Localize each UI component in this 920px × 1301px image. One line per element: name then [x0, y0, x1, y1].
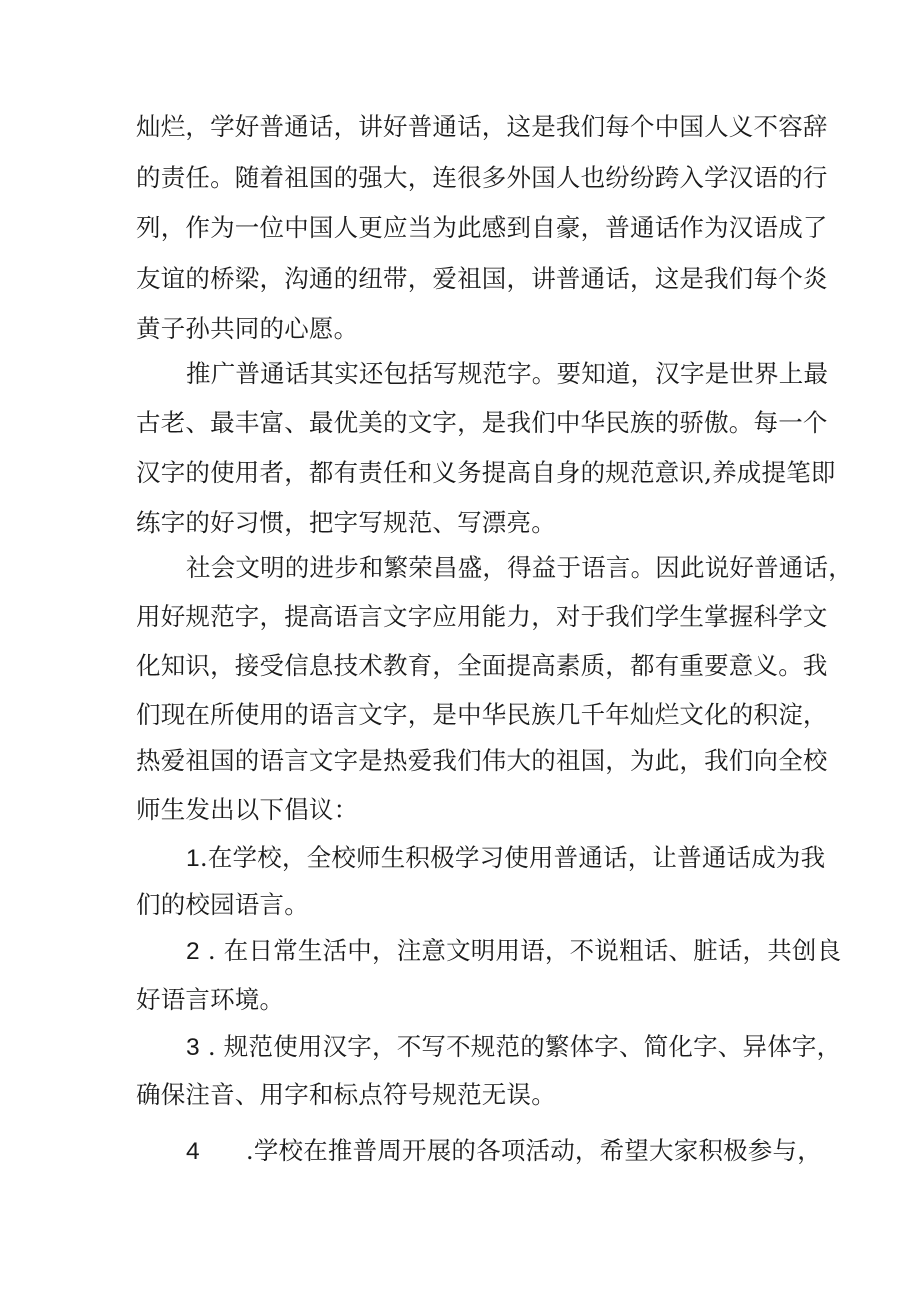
paragraph-3-line-5: 热爱祖国的语言文字是热爱我们伟大的祖国，为此，我们向全校 [136, 746, 828, 775]
item-4-text: .学校在推普周开展的各项活动，希望大家积极参与， [245, 1136, 822, 1165]
item-3-text: . 规范使用汉字，不写不规范的繁体字、简化字、异体字， [199, 1032, 842, 1061]
paragraph-2-line-1: 推广普通话其实还包括写规范字。要知道，汉字是世界上最 [186, 359, 829, 388]
item-2-text: . 在日常生活中，注意文明用语，不说粗话、脏话，共创良 [199, 936, 842, 965]
paragraph-2-line-2: 古老、最丰富、最优美的文字，是我们中华民族的骄傲。每一个 [136, 408, 828, 437]
paragraph-1-line-5: 黄子孙共同的心愿。 [136, 314, 359, 343]
item-2-line-1 [186, 936, 841, 967]
paragraph-1-line-1: 灿烂，学好普通话，讲好普通话，这是我们每个中国人义不容辞 [136, 112, 828, 141]
paragraph-1-line-4: 友谊的桥梁，沟通的纽带，爱祖国，讲普通话，这是我们每个炎 [136, 264, 828, 293]
paragraph-3-line-2: 用好规范字，提高语言文字应用能力，对于我们学生掌握科学文 [136, 602, 828, 631]
paragraph-3-line-6: 师生发出以下倡议： [136, 795, 359, 824]
item-2-line-2: 好语言环境。 [136, 985, 285, 1014]
paragraph-3-line-4: 们现在所使用的语言文字，是中华民族几千年灿烂文化的积淀， [136, 700, 828, 729]
item-1-number: 1 [186, 845, 200, 872]
paragraph-1-line-3: 列，作为一位中国人更应当为此感到自豪，普通话作为汉语成了 [136, 213, 828, 242]
item-1-line-2: 们的校园语言。 [136, 890, 309, 919]
item-4-line-1 [186, 1136, 822, 1167]
item-3-line-2: 确保注音、用字和标点符号规范无误。 [136, 1080, 556, 1109]
item-3-number: 3 [186, 1034, 200, 1061]
paragraph-2-line-3: 汉字的使用者，都有责任和义务提高自身的规范意识,养成提笔即 [136, 458, 836, 487]
item-1-text: .在学校，全校师生积极学习使用普通话，让普通话成为我 [199, 843, 826, 872]
item-3-line-1 [186, 1032, 841, 1063]
paragraph-1-line-2: 的责任。随着祖国的强大，连很多外国人也纷纷跨入学汉语的行 [136, 163, 828, 192]
item-1-line-1 [186, 843, 825, 874]
paragraph-3-line-3: 化知识，接受信息技术教育，全面提高素质，都有重要意义。我 [136, 651, 828, 680]
paragraph-3-line-1: 社会文明的进步和繁荣昌盛，得益于语言。因此说好普通话， [186, 553, 853, 582]
item-4-number: 4 [186, 1138, 200, 1165]
item-2-number: 2 [186, 938, 200, 965]
paragraph-2-line-4: 练字的好习惯，把字写规范、写漂亮。 [136, 508, 556, 537]
